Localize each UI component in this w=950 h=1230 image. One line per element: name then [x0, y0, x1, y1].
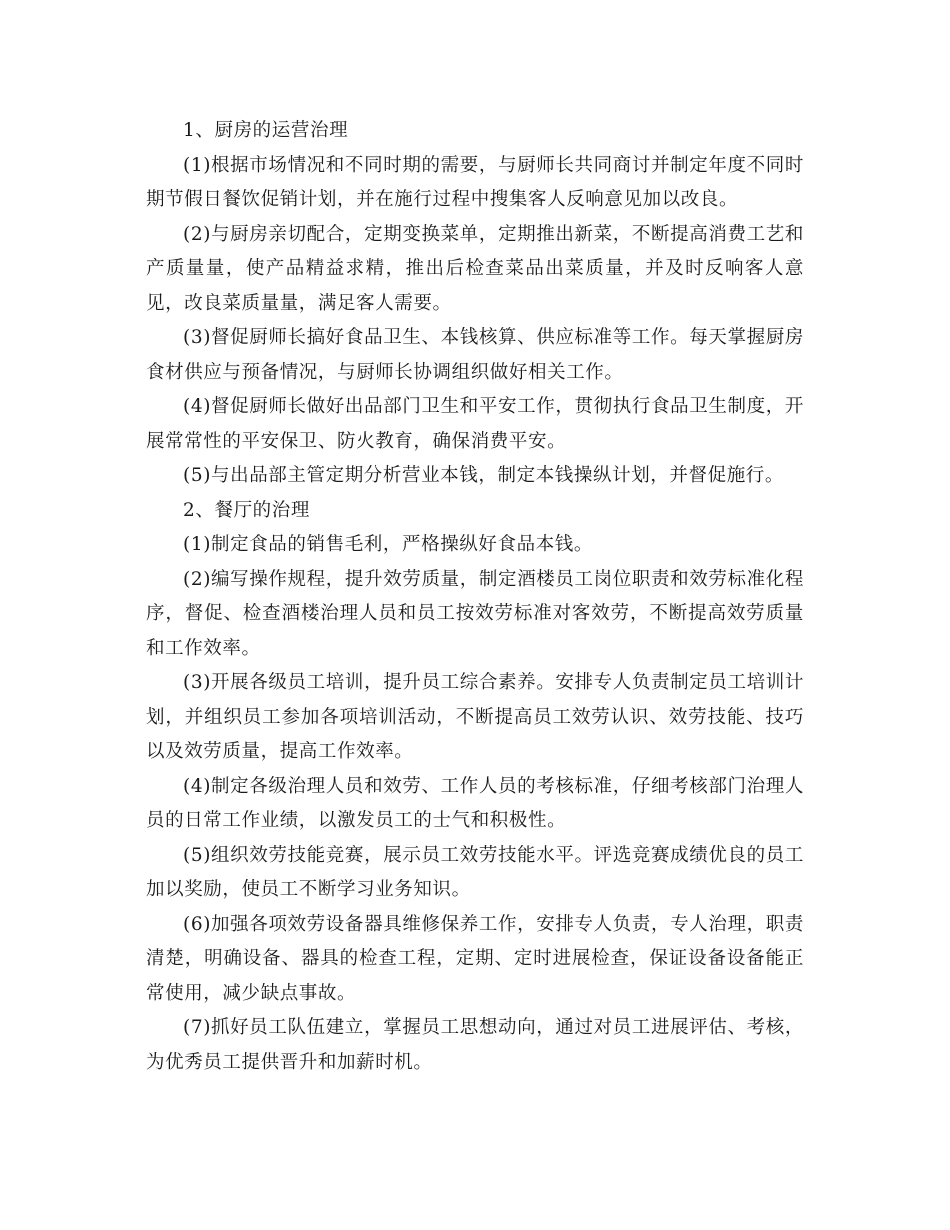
paragraph-dining-2: (2)编写操作规程，提升效劳质量，制定酒楼员工岗位职责和效劳标准化程序，督促、检查酒楼治理人员和员工按效劳标准对客效劳，不断提高效劳质量和工作效率。 [146, 568, 804, 659]
paragraph-kitchen-1: (1)根据市场情况和不同时期的需要，与厨师长共同商讨并制定年度不同时期节假日餐饮促销计划，并在施行过程中搜集客人反响意见加以改良。 [146, 154, 804, 210]
paragraph-dining-5: (5)组织效劳技能竞赛，展示员工效劳技能水平。评选竞赛成绩优良的员工加以奖励，使员工不断学习业务知识。 [146, 844, 804, 900]
document-body [146, 114, 804, 1080]
paragraph-kitchen-2: (2)与厨房亲切配合，定期变换菜单，定期推出新菜，不断提高消费工艺和产质量量，使产品精益求精，推出后检查菜品出菜质量，并及时反响客人意见，改良菜质量量，满足客人需要。 [146, 223, 804, 314]
paragraph-dining-7: (7)抓好员工队伍建立，掌握员工思想动向，通过对员工进展评估、考核，为优秀员工提供晋升和加薪时机。 [146, 1017, 804, 1073]
paragraph-dining-1: (1)制定食品的销售毛利，严格操纵好食品本钱。 [183, 534, 594, 555]
paragraph-dining-6: (6)加强各项效劳设备器具维修保养工作，安排专人负责，专人治理，职责清楚，明确设备、器具的检查工程，定期、定时进展检查，保证设备设备能正常使用，减少缺点事故。 [146, 913, 804, 1004]
paragraph-kitchen-5: (5)与出品部主管定期分析营业本钱，制定本钱操纵计划，并督促施行。 [183, 465, 785, 486]
section-heading-kitchen: 1、厨房的运营治理 [183, 120, 349, 141]
paragraph-dining-4: (4)制定各级治理人员和效劳、工作人员的考核标准，仔细考核部门治理人员的日常工作业绩，以激发员工的士气和积极性。 [146, 775, 804, 831]
paragraph-kitchen-3: (3)督促厨师长搞好食品卫生、本钱核算、供应标准等工作。每天掌握厨房食材供应与预备情况，与厨师长协调组织做好相关工作。 [146, 327, 804, 383]
paragraph-dining-3: (3)开展各级员工培训，提升员工综合素养。安排专人负责制定员工培训计划，并组织员工参加各项培训活动，不断提高员工效劳认识、效劳技能、技巧以及效劳质量，提高工作效率。 [146, 672, 804, 762]
paragraph-kitchen-4: (4)督促厨师长做好出品部门卫生和平安工作，贯彻执行食品卫生制度，开展常常性的平安保卫、防火教育，确保消费平安。 [146, 396, 804, 452]
section-heading-dining: 2、餐厅的治理 [183, 499, 310, 521]
